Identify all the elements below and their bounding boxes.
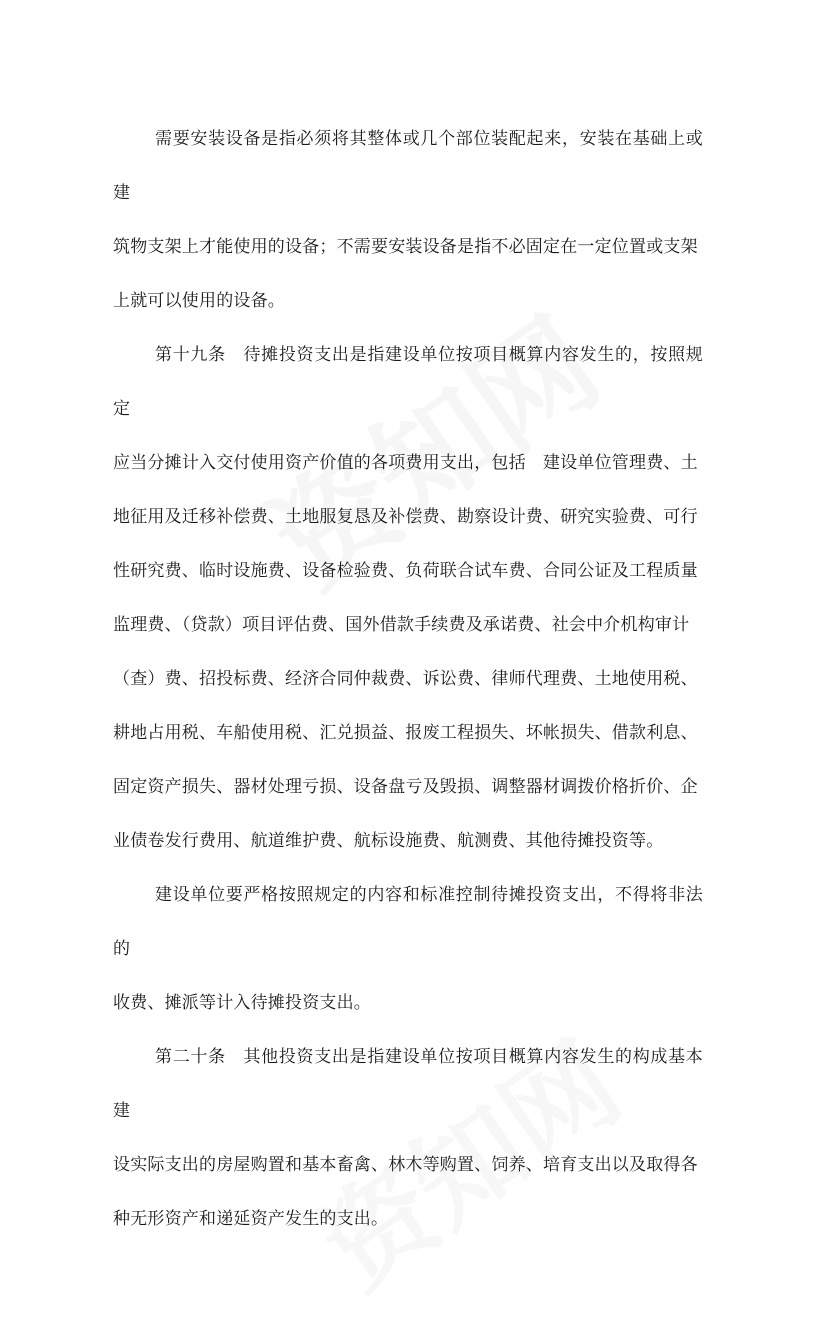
text-line: 固定资产损失、器材处理亏损、设备盘亏及毁损、调整器材调拨价格折价、企 bbox=[113, 777, 698, 797]
text-line: 监理费、（贷款）项目评估费、国外借款手续费及承诺费、社会中介机构审计 bbox=[113, 615, 690, 635]
text-line: 上就可以使用的设备。 bbox=[113, 291, 285, 311]
text-line: 业债卷发行费用、航道维护费、航标设施费、航测费、其他待摊投资等。 bbox=[113, 831, 664, 851]
text-line: 需要安装设备是指必须将其整体或几个部位装配起来，安装在基础上或建 bbox=[113, 129, 703, 203]
paragraph-article-20 bbox=[113, 1030, 703, 1246]
document-body bbox=[113, 112, 703, 1246]
text-line: 第十九条 待摊投资支出是指建设单位按项目概算内容发生的，按照规定 bbox=[113, 345, 703, 419]
text-line: 耕地占用税、车船使用税、汇兑损益、报废工程损失、坏帐损失、借款利息、 bbox=[113, 723, 698, 743]
text-line: （查）费、招投标费、经济合同仲裁费、诉讼费、律师代理费、土地使用税、 bbox=[113, 669, 698, 689]
text-line: 应当分摊计入交付使用资产价值的各项费用支出，包括 建设单位管理费、土 bbox=[113, 453, 698, 473]
text-line: 收费、摊派等计入待摊投资支出。 bbox=[113, 993, 371, 1013]
text-line: 地征用及迁移补偿费、土地服复恳及补偿费、勘察设计费、研究实验费、可行 bbox=[113, 507, 698, 527]
text-line: 设实际支出的房屋购置和基本畜禽、林木等购置、饲养、培育支出以及取得各 bbox=[113, 1155, 698, 1175]
text-line: 第二十条 其他投资支出是指建设单位按项目概算内容发生的构成基本建 bbox=[113, 1047, 703, 1121]
text-line: 性研究费、临时设施费、设备检验费、负荷联合试车费、合同公证及工程质量 bbox=[113, 561, 698, 581]
paragraph-installation-equipment bbox=[113, 112, 703, 328]
text-line: 种无形资产和递延资产发生的支出。 bbox=[113, 1209, 389, 1229]
text-line: 建设单位要严格按照规定的内容和标准控制待摊投资支出，不得将非法的 bbox=[113, 885, 703, 959]
text-line: 筑物支架上才能使用的设备；不需要安装设备是指不必固定在一定位置或支架 bbox=[113, 237, 698, 257]
paragraph-article-19 bbox=[113, 328, 703, 868]
paragraph-strict-control bbox=[113, 868, 703, 1030]
